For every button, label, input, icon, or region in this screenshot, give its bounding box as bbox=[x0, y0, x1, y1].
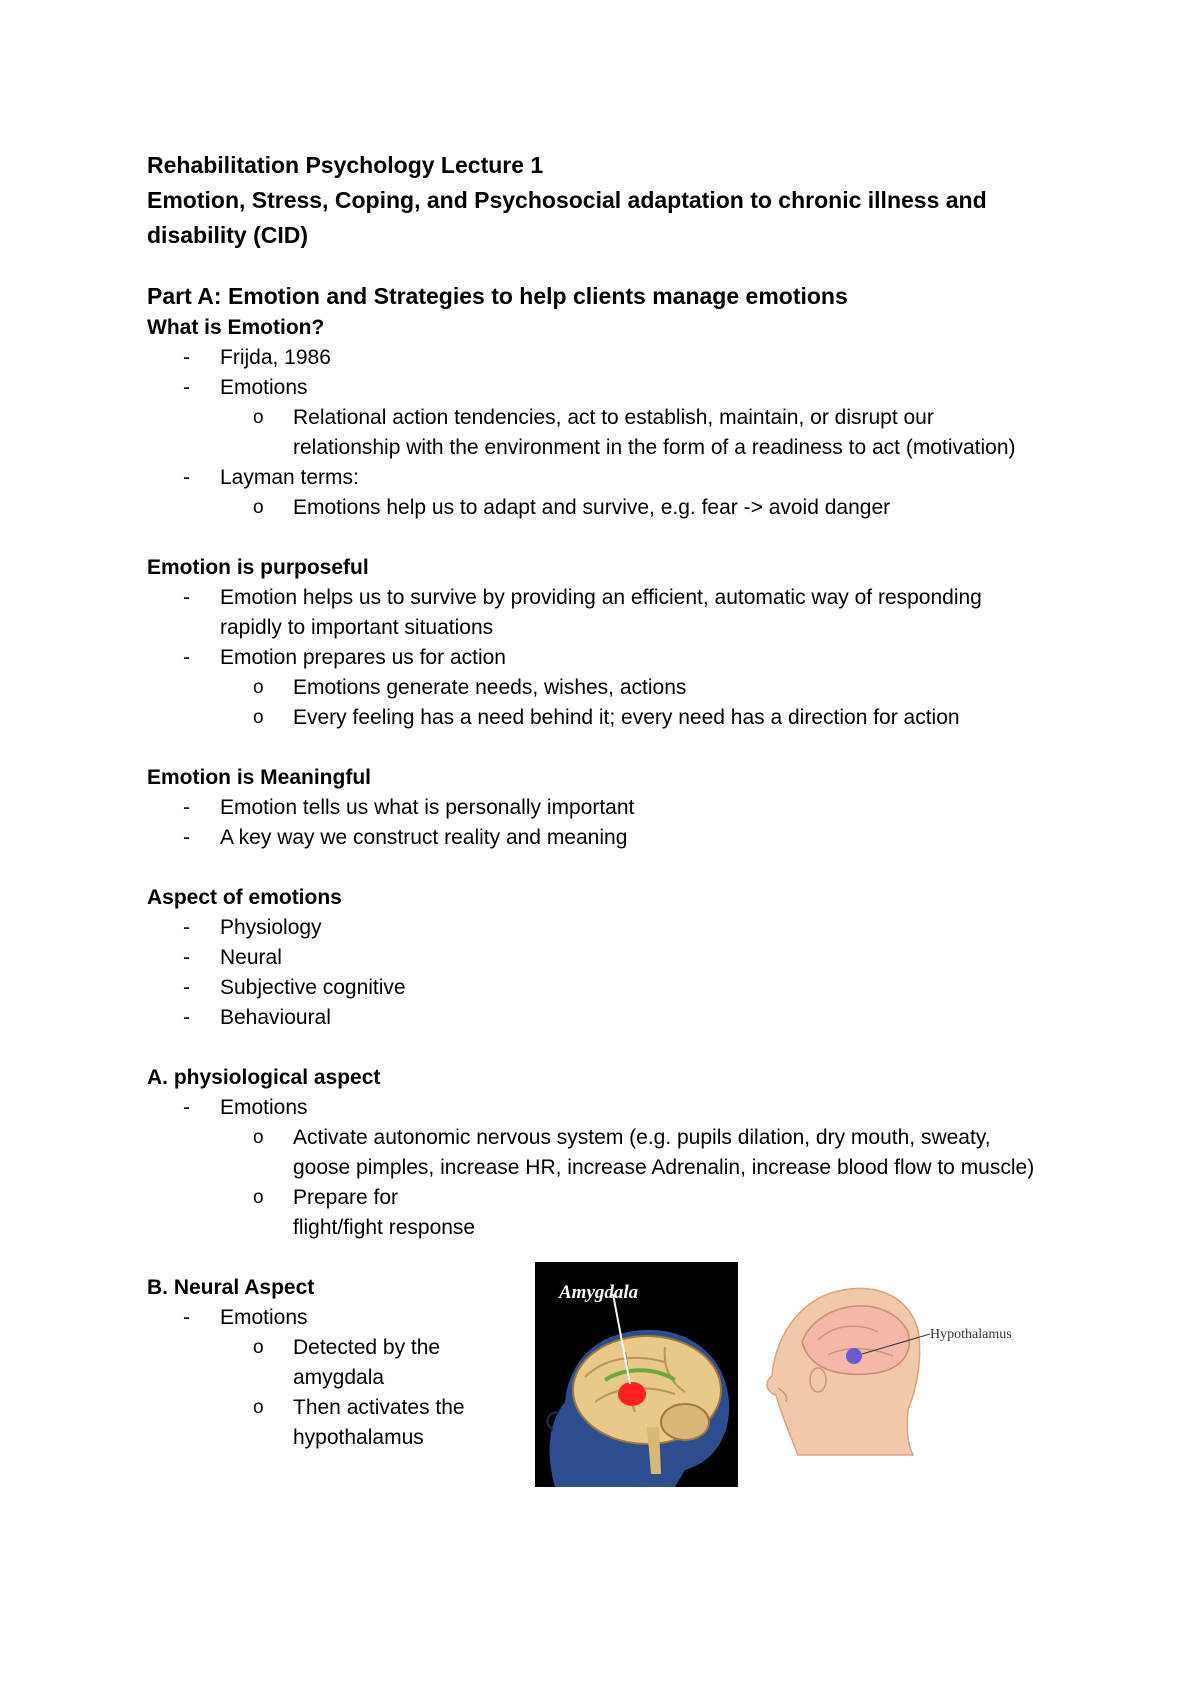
section-meaningful bbox=[147, 763, 1047, 853]
hypothalamus-label: Hypothalamus bbox=[930, 1327, 1012, 1342]
list-item: - Behavioural bbox=[147, 1003, 1047, 1033]
list-item bbox=[147, 1093, 1047, 1243]
section-aspects bbox=[147, 883, 1047, 1033]
section-heading: Emotion is Meaningful bbox=[147, 766, 371, 789]
section-heading: Emotion is purposeful bbox=[147, 556, 369, 579]
amygdala-label: Amygdala bbox=[559, 1282, 639, 1303]
hypothalamus-highlight bbox=[846, 1348, 862, 1364]
sub-list-item: o Relational action tendencies, act to establish, maintain, or disrupt our relationship with the environment in the form of a readiness to act (motivation) bbox=[220, 403, 1047, 463]
document-title: Rehabilitation Psychology Lecture 1 bbox=[147, 152, 544, 178]
cerebellum bbox=[661, 1404, 709, 1440]
document-subtitle: Emotion, Stress, Coping, and Psychosocial adaptation to chronic illness and disability (CID) bbox=[147, 187, 987, 248]
list-item: - Neural bbox=[147, 943, 1047, 973]
sub-list-item: o Activate autonomic nervous system (e.g. pupils dilation, dry mouth, sweaty, goose pimples, increase HR, increase Adrenalin, increase blood flow to muscle) bbox=[220, 1123, 1047, 1183]
list-item bbox=[147, 373, 1047, 463]
section-heading: Aspect of emotions bbox=[147, 886, 342, 909]
hypothalamus-head-image bbox=[758, 1270, 1030, 1460]
section-purposeful bbox=[147, 553, 1047, 733]
list-item: - Emotion tells us what is personally important bbox=[147, 793, 1047, 823]
sub-list-item-text: o Detected by the amygdala bbox=[293, 1336, 441, 1389]
part-a-heading: Part A: Emotion and Strategies to help clients manage emotions bbox=[147, 283, 848, 309]
section-heading: A. physiological aspect bbox=[147, 1066, 381, 1089]
list-item: - Subjective cognitive bbox=[147, 973, 1047, 1003]
document-body bbox=[147, 148, 1047, 1453]
list-item-text: Emotions bbox=[220, 1096, 308, 1119]
list-item: - Emotion helps us to survive by providing an efficient, automatic way of responding rapidly to important situations bbox=[147, 583, 1047, 643]
list-item-text: Layman terms: bbox=[220, 466, 359, 489]
amygdala-brain-image bbox=[535, 1262, 738, 1487]
section-heading: What is Emotion? bbox=[147, 316, 325, 339]
list-item-text: Emotion prepares us for action bbox=[220, 646, 506, 669]
sub-list-item: o Emotions help us to adapt and survive, e.g. fear -> avoid danger bbox=[220, 493, 1047, 523]
section-heading: B. Neural Aspect bbox=[147, 1276, 315, 1299]
sub-list-item bbox=[220, 1183, 1047, 1243]
sub-list-item-text: o Prepare for flight/fight response bbox=[293, 1186, 476, 1239]
list-item-text: Emotions bbox=[220, 1306, 308, 1329]
list-item: - Physiology bbox=[147, 913, 1047, 943]
sub-list-item-text: o Then activates the hypothalamus bbox=[293, 1396, 465, 1449]
list-item: - A key way we construct reality and meaning bbox=[147, 823, 1047, 853]
list-item: - Frijda, 1986 bbox=[147, 343, 1047, 373]
amygdala-highlight bbox=[618, 1382, 646, 1406]
section-physiological bbox=[147, 1063, 1047, 1243]
sub-list-item: o Emotions generate needs, wishes, actions bbox=[220, 673, 1047, 703]
section-what-is-emotion bbox=[147, 313, 1047, 523]
list-item-text: Emotions bbox=[220, 376, 308, 399]
sub-list-item: o Every feeling has a need behind it; every need has a direction for action bbox=[220, 703, 1047, 733]
list-item bbox=[147, 643, 1047, 733]
list-item bbox=[147, 463, 1047, 523]
